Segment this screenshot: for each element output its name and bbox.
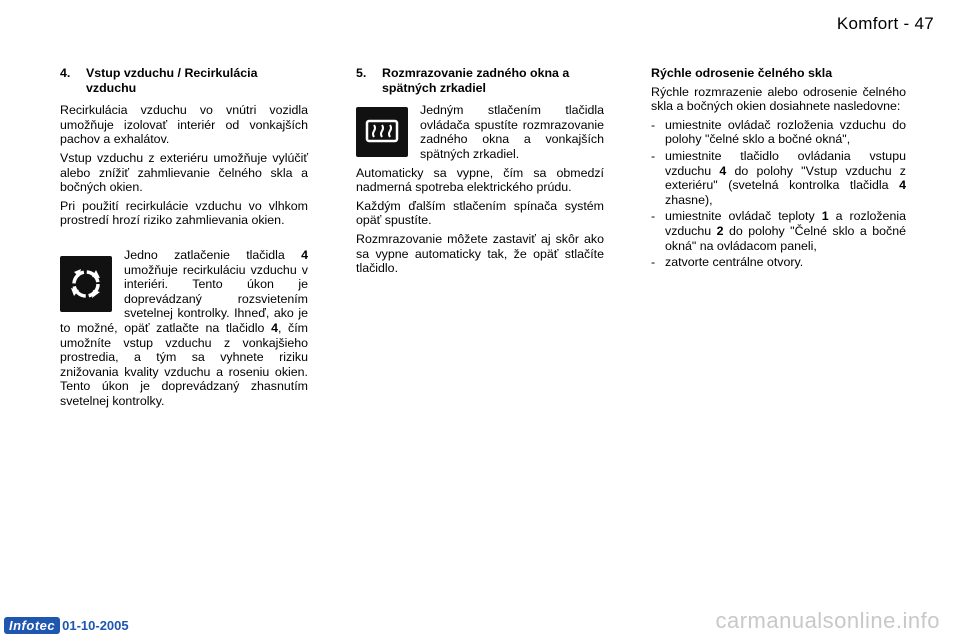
paragraph: Automaticky sa vypne, čím sa obmedzí nadmerná spotreba elektrického prúdu. [356,165,604,195]
rear-defrost-icon [356,107,408,157]
list-item: - umiestnite ovládač rozloženia vzduchu do polohy "čelné sklo a bočné okná", [651,117,906,147]
list-item: - umiestnite tlačidlo ovládania vstupu vzduchu 4 do polohy "Vstup vzduchu z exteriéru" (svetelná kontrolka tlačidla 4 zhasne), [651,148,907,207]
defrost-block [356,103,604,199]
paragraph: Rýchle rozmrazenie alebo odrosenie čelného skla a bočných okien dosiahnete nasledovne: [651,84,906,114]
paragraph: Jedným stlačením tlačidla ovládača spustíte rozmrazovanie zadného okna a vonkajších spätných zrkadiel. [420,103,604,161]
footer-date: 01-10-2005 [62,618,129,633]
recirculation-icon [60,256,112,312]
paragraph: Rozmrazovanie môžete zastaviť aj skôr ako sa vypne automaticky tak, že opäť stlačíte tlačidlo. [356,231,604,276]
column-windshield [651,66,906,272]
infotec-logo: Infotec [4,617,60,634]
list-item: - zatvorte centrálne otvory. [651,255,804,270]
footer [4,617,129,634]
section-heading-4 [60,66,308,95]
watermark: carmanualsonline.info [715,608,940,633]
paragraph: Jedno zatlačenie tlačidla 4 umožňuje recirkuláciu vzduchu v interiéri. Tento úkon je doprevádzaný rozsvietením svetelnej kontrolky. Ihneď, ako je to možné, opäť zatlačte na tlačidlo 4, čím umožníte vstup vzduchu z vonkajšieho prostredia, a tým sa vyhnete riziku znižovania kvality vzduchu a roseniu okien. Tento úkon je doprevádzaný zhasnutím svetelnej kontrolky. [60,247,308,408]
list-item: - umiestnite ovládač teploty 1 a rozloženia vzduchu 2 do polohy "Čelné sklo a bočné okná" na ovládacom paneli, [651,209,906,253]
section-title: Rýchle odrosenie čelného skla [651,66,833,80]
section-title: Rozmrazovanie zadného okna a spätných zrkadiel [382,66,570,95]
section-heading-5 [356,66,604,95]
paragraph: Vstup vzduchu z exteriéru umožňuje vylúčiť alebo znížiť zahmlievanie čelného skla a bočných okien. [60,150,308,195]
page-title: Komfort - 47 [836,14,934,33]
paragraph: Recirkulácia vzduchu vo vnútri vozidla umožňuje izolovať interiér od vonkajších pachov a exhalátov. [60,103,308,147]
section-title: Vstup vzduchu / Recirkulácia vzduchu [86,66,258,95]
paragraph: Pri použití recirkulácie vzduchu vo vlhkom prostredí hrozí riziko zahmlievania okien. [60,198,308,228]
recirculation-block [60,248,308,413]
paragraph: Každým ďalším stlačením spínača systém opäť spustíte. [356,198,604,228]
column-defrost [356,66,604,280]
section-number: 5. [356,66,367,80]
section-number: 4. [60,66,71,80]
column-recirculation [60,66,308,412]
